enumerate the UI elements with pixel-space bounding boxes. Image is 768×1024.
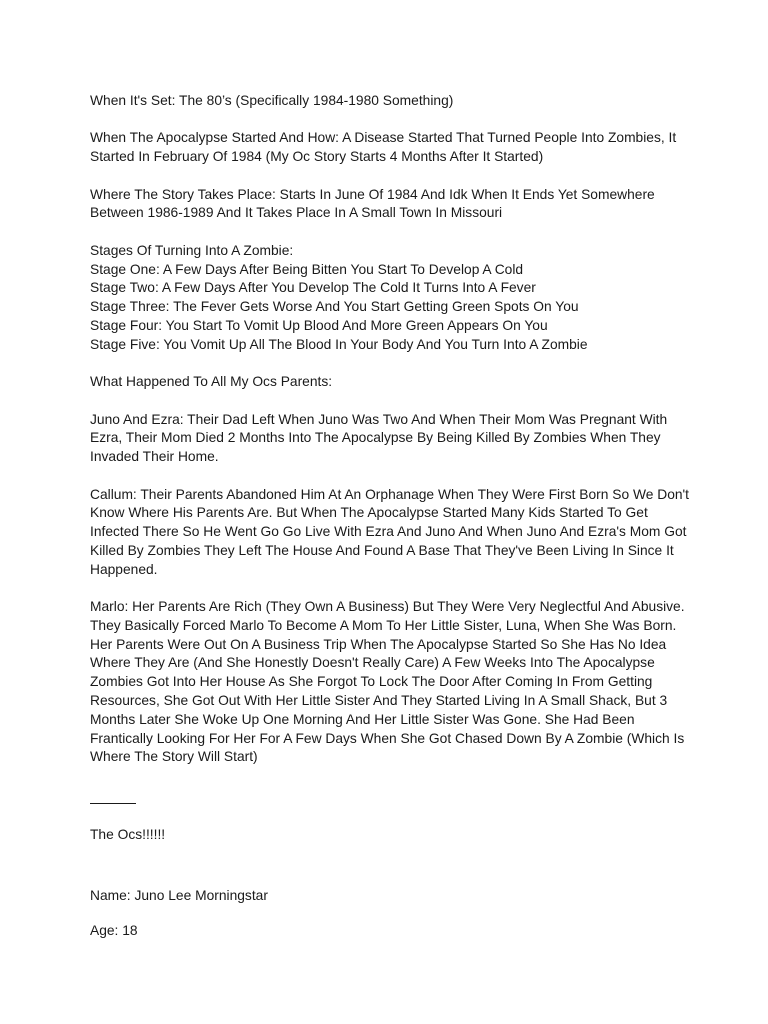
oc-name: Name: Juno Lee Morningstar <box>90 888 268 904</box>
oc-age: Age: 18 <box>90 922 138 938</box>
parents-heading-paragraph <box>90 373 690 392</box>
document-page <box>90 92 690 941</box>
apocalypse-paragraph <box>90 129 690 167</box>
marlo-text: Marlo: Her Parents Are Rich (They Own A Business) But They Were Very Neglectful And Abusive. They Basically Forced Marlo To Become A Mom To Her Little Sister, Luna, When She Was Born. Her Parents Were Out On A Business Trip When The Apocalypse Started So She Has No Idea Where They Are (And She Honestly Doesn't Really Care) A Few Weeks Into The Apocalypse Zombies Got Into Her House As She Forgot To Lock The Door After Coming In From Getting Resources, She Got Out With Her Little Sister And They Started Living In A Small Shack, But 3 Months Later She Woke Up One Morning And Her Little Sister Was Gone. She Had Been Frantically Looking For Her For A Few Days When She Got Chased Down By A Zombie (Which Is Where The Story Will Start) <box>90 599 685 765</box>
stage-four: Stage Four: You Start To Vomit Up Blood And More Green Appears On You <box>90 317 548 333</box>
marlo-paragraph <box>90 598 690 767</box>
location-text: Where The Story Takes Place: Starts In June Of 1984 And Idk When It Ends Yet Somewhere Between 1986-1989 And It Takes Place In A Small Town In Missouri <box>90 186 655 221</box>
parents-heading: What Happened To All My Ocs Parents: <box>90 374 333 390</box>
juno-ezra-paragraph <box>90 411 690 467</box>
stage-two: Stage Two: A Few Days After You Develop The Cold It Turns Into A Fever <box>90 280 536 296</box>
section-divider <box>90 803 136 804</box>
setting-text: When It's Set: The 80’s (Specifically 1984-1980 Something) <box>90 93 454 108</box>
callum-text: Callum: Their Parents Abandoned Him At An Orphanage When They Were First Born So We Don't Know Where His Parents Are. But When The Apocalypse Started Many Kids Started To Get Infected There So He Went Go Go Live With Ezra And Juno And When Juno And Ezra's Mom Got Killed By Zombies They Left The House And Found A Base That They've Been Living In Since It Happened. <box>90 486 690 577</box>
stage-three: Stage Three: The Fever Gets Worse And You Start Getting Green Spots On You <box>90 299 579 315</box>
stage-five: Stage Five: You Vomit Up All The Blood In Your Body And You Turn Into A Zombie <box>90 336 588 352</box>
stages-heading: Stages Of Turning Into A Zombie: <box>90 242 294 258</box>
apocalypse-text: When The Apocalypse Started And How: A Disease Started That Turned People Into Zombies, It Started In February Of 1984 (My Oc Story Starts 4 Months After It Started) <box>90 130 677 165</box>
juno-ezra-text: Juno And Ezra: Their Dad Left When Juno Was Two And When Their Mom Was Pregnant With Ezra, Their Mom Died 2 Months Into The Apocalypse By Being Killed By Zombies When They Invaded Their Home. <box>90 411 668 465</box>
ocs-title: The Ocs!!!!!! <box>90 827 166 843</box>
stages-section <box>90 242 690 355</box>
location-paragraph <box>90 186 690 224</box>
stage-one: Stage One: A Few Days After Being Bitten You Start To Develop A Cold <box>90 261 524 277</box>
setting-paragraph <box>90 92 690 111</box>
callum-paragraph <box>90 486 690 580</box>
